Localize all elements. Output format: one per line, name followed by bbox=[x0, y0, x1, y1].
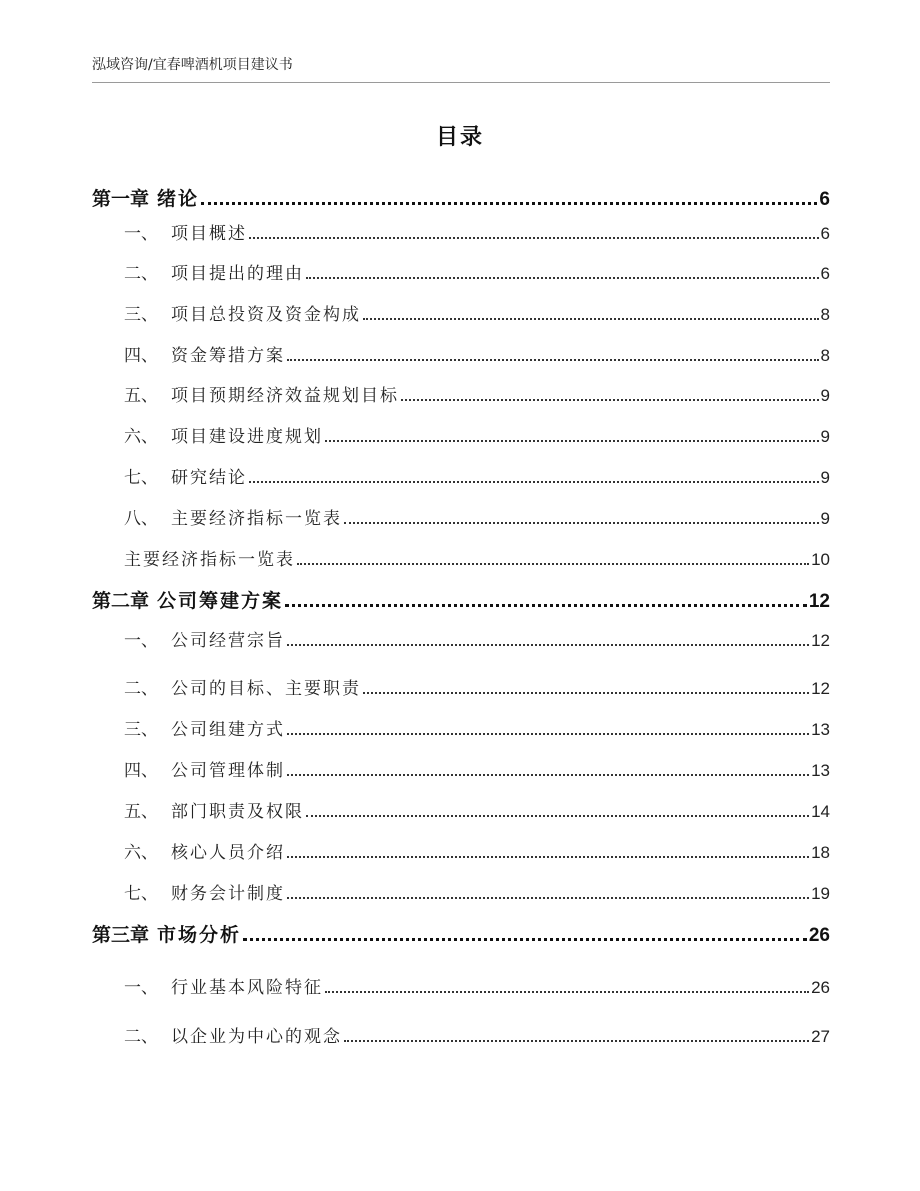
dot-leader bbox=[285, 604, 807, 607]
page-number: 12 bbox=[811, 679, 830, 698]
section-number: 六、 bbox=[124, 843, 158, 863]
page-number: 26 bbox=[811, 978, 830, 997]
section-number: 四、 bbox=[124, 761, 158, 781]
page-number: 10 bbox=[811, 550, 830, 569]
dot-leader bbox=[249, 237, 819, 239]
page-number: 26 bbox=[808, 925, 830, 946]
toc-chapter-entry[interactable] bbox=[92, 184, 830, 211]
page-number: 18 bbox=[811, 843, 830, 862]
dot-leader bbox=[287, 856, 809, 858]
page-number: 6 bbox=[819, 189, 830, 210]
dot-leader bbox=[306, 815, 809, 817]
dot-leader bbox=[297, 563, 809, 565]
section-number: 六、 bbox=[124, 427, 158, 447]
toc-section-entry[interactable] bbox=[124, 626, 830, 651]
toc-title: 目录 bbox=[435, 125, 484, 150]
toc-section-entry[interactable] bbox=[124, 341, 830, 366]
section-number: 二、 bbox=[124, 679, 158, 699]
entry-title: 行业基本风险特征 bbox=[171, 978, 323, 998]
section-number: 三、 bbox=[124, 305, 158, 325]
toc-section-entry[interactable] bbox=[124, 259, 830, 284]
page-number: 8 bbox=[820, 305, 830, 324]
toc-section-entry[interactable] bbox=[124, 674, 830, 699]
dot-leader bbox=[287, 774, 809, 776]
header-divider bbox=[92, 82, 830, 83]
section-number: 五、 bbox=[124, 386, 158, 406]
dot-leader bbox=[325, 991, 809, 993]
toc-section-entry[interactable] bbox=[124, 973, 830, 998]
entry-title: 核心人员介绍 bbox=[171, 843, 285, 863]
page-number: 27 bbox=[811, 1027, 830, 1046]
page-number: 14 bbox=[811, 802, 830, 821]
page-number: 9 bbox=[820, 386, 830, 405]
section-number: 五、 bbox=[124, 802, 158, 822]
section-number: 一、 bbox=[124, 631, 158, 651]
section-number: 一、 bbox=[124, 978, 158, 998]
dot-leader bbox=[287, 644, 809, 646]
toc-section-entry[interactable] bbox=[124, 422, 830, 447]
entry-title: 主要经济指标一览表 bbox=[124, 550, 295, 570]
page-number: 9 bbox=[820, 468, 830, 487]
toc-section-entry[interactable] bbox=[124, 504, 830, 529]
page-number: 9 bbox=[820, 427, 830, 446]
dot-leader bbox=[287, 359, 819, 361]
dot-leader bbox=[325, 440, 819, 442]
entry-title: 资金筹措方案 bbox=[171, 346, 285, 366]
entry-title: 项目提出的理由 bbox=[171, 264, 304, 284]
entry-title: 公司的目标、主要职责 bbox=[171, 679, 361, 699]
entry-title: 项目总投资及资金构成 bbox=[171, 305, 361, 325]
entry-title: 部门职责及权限 bbox=[171, 802, 304, 822]
toc-section-entry[interactable] bbox=[124, 219, 830, 244]
section-number: 八、 bbox=[124, 509, 158, 529]
toc-chapter-entry[interactable] bbox=[92, 586, 830, 613]
page-number: 6 bbox=[820, 224, 830, 243]
chapter-number: 第一章 bbox=[92, 188, 150, 210]
page-number: 6 bbox=[820, 264, 830, 283]
entry-title: 公司管理体制 bbox=[171, 761, 285, 781]
chapter-number: 第三章 bbox=[92, 924, 150, 946]
page-number: 8 bbox=[820, 346, 830, 365]
entry-title: 项目建设进度规划 bbox=[171, 427, 323, 447]
section-number: 七、 bbox=[124, 884, 158, 904]
entry-title: 以企业为中心的观念 bbox=[171, 1027, 342, 1047]
toc-section-entry[interactable] bbox=[124, 715, 830, 740]
dot-leader bbox=[287, 897, 809, 899]
section-number: 七、 bbox=[124, 468, 158, 488]
page-number: 9 bbox=[820, 509, 830, 528]
entry-title: 项目预期经济效益规划目标 bbox=[171, 386, 399, 406]
toc-section-entry[interactable] bbox=[124, 879, 830, 904]
entry-title: 主要经济指标一览表 bbox=[171, 509, 342, 529]
dot-leader bbox=[344, 1040, 809, 1042]
section-number: 二、 bbox=[124, 264, 158, 284]
page-number: 13 bbox=[811, 761, 830, 780]
section-number: 二、 bbox=[124, 1027, 158, 1047]
dot-leader bbox=[249, 481, 819, 483]
toc-section-entry[interactable] bbox=[124, 838, 830, 863]
dot-leader bbox=[363, 692, 809, 694]
section-number: 三、 bbox=[124, 720, 158, 740]
toc-section-entry[interactable] bbox=[124, 463, 830, 488]
dot-leader bbox=[287, 733, 809, 735]
toc-chapter-entry[interactable] bbox=[92, 920, 830, 947]
page-header: 泓域咨询/宜春啤酒机项目建议书 bbox=[92, 57, 293, 73]
dot-leader bbox=[201, 202, 817, 205]
section-number: 一、 bbox=[124, 224, 158, 244]
toc-section-entry[interactable] bbox=[124, 756, 830, 781]
toc-section-entry[interactable] bbox=[124, 545, 830, 570]
page-number: 19 bbox=[811, 884, 830, 903]
toc-section-entry[interactable] bbox=[124, 381, 830, 406]
entry-title: 公司组建方式 bbox=[171, 720, 285, 740]
page-number: 13 bbox=[811, 720, 830, 739]
dot-leader bbox=[401, 399, 819, 401]
entry-title: 绪论 bbox=[157, 188, 200, 210]
chapter-number: 第二章 bbox=[92, 590, 150, 612]
page-number: 12 bbox=[808, 591, 830, 612]
toc-section-entry[interactable] bbox=[124, 1022, 830, 1047]
toc-section-entry[interactable] bbox=[124, 300, 830, 325]
entry-title: 项目概述 bbox=[171, 224, 247, 244]
entry-title: 公司筹建方案 bbox=[157, 590, 284, 612]
toc-section-entry[interactable] bbox=[124, 797, 830, 822]
entry-title: 研究结论 bbox=[171, 468, 247, 488]
entry-title: 公司经营宗旨 bbox=[171, 631, 285, 651]
dot-leader bbox=[344, 522, 819, 524]
section-number: 四、 bbox=[124, 346, 158, 366]
entry-title: 市场分析 bbox=[157, 924, 242, 946]
dot-leader bbox=[306, 277, 819, 279]
entry-title: 财务会计制度 bbox=[171, 884, 285, 904]
dot-leader bbox=[363, 318, 819, 320]
page-number: 12 bbox=[811, 631, 830, 650]
dot-leader bbox=[243, 938, 807, 941]
